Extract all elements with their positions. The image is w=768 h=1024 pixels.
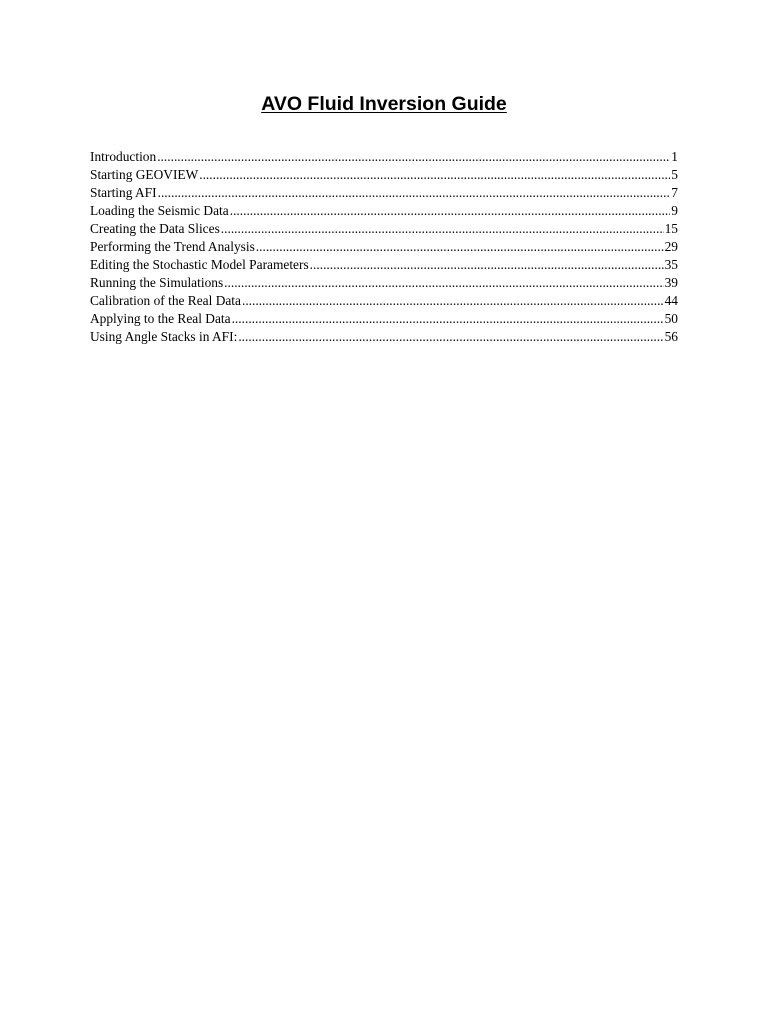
toc-entry: [90, 202, 678, 220]
toc-dot-leader: [221, 220, 664, 238]
toc-entry: [90, 328, 678, 346]
toc-dot-leader: [157, 148, 670, 166]
toc-dot-leader: [310, 256, 664, 274]
toc-entry: [90, 238, 678, 256]
toc-entry-page: 50: [664, 311, 678, 326]
toc-entry-label: Creating the Data Slices: [90, 221, 220, 236]
toc-dot-leader: [224, 274, 663, 292]
toc-dot-leader: [232, 310, 664, 328]
toc-entry-label: Editing the Stochastic Model Parameters: [90, 257, 309, 272]
toc-entry-page: 39: [664, 275, 678, 290]
toc-entry: [90, 292, 678, 310]
toc-entry-page: 7: [671, 185, 678, 200]
toc-entry: [90, 256, 678, 274]
toc-dot-leader: [242, 292, 664, 310]
document-title: AVO Fluid Inversion Guide: [261, 93, 507, 115]
toc-entry: [90, 220, 678, 238]
toc-dot-leader: [238, 328, 663, 346]
toc-entry-label: Starting GEOVIEW: [90, 167, 199, 182]
toc-entry-label: Applying to the Real Data: [90, 311, 231, 326]
toc-entry: [90, 166, 678, 184]
toc-entry-label: Loading the Seismic Data: [90, 203, 229, 218]
toc-entry: [90, 310, 678, 328]
toc-entry-label: Calibration of the Real Data: [90, 293, 241, 308]
toc-entry-page: 56: [664, 329, 678, 344]
toc-entry-page: 29: [664, 239, 678, 254]
toc-entry-page: 15: [664, 221, 678, 236]
toc-entry-page: 35: [664, 257, 678, 272]
toc-dot-leader: [158, 184, 671, 202]
toc-entry-page: 44: [664, 293, 678, 308]
toc-entry-label: Performing the Trend Analysis: [90, 239, 255, 254]
toc-dot-leader: [230, 202, 671, 220]
toc-entry: [90, 148, 678, 166]
table-of-contents: [90, 148, 678, 346]
document-title-block: [0, 92, 768, 116]
toc-dot-leader: [199, 166, 670, 184]
toc-entry-label: Using Angle Stacks in AFI:: [90, 329, 238, 344]
toc-entry-label: Starting AFI: [90, 185, 157, 200]
toc-entry-page: 5: [671, 167, 678, 182]
toc-entry: [90, 274, 678, 292]
toc-entry: [90, 184, 678, 202]
toc-entry-page: 1: [671, 149, 678, 164]
toc-entry-label: Running the Simulations: [90, 275, 224, 290]
toc-dot-leader: [256, 238, 664, 256]
toc-entry-page: 9: [671, 203, 678, 218]
toc-entry-label: Introduction: [90, 149, 157, 164]
